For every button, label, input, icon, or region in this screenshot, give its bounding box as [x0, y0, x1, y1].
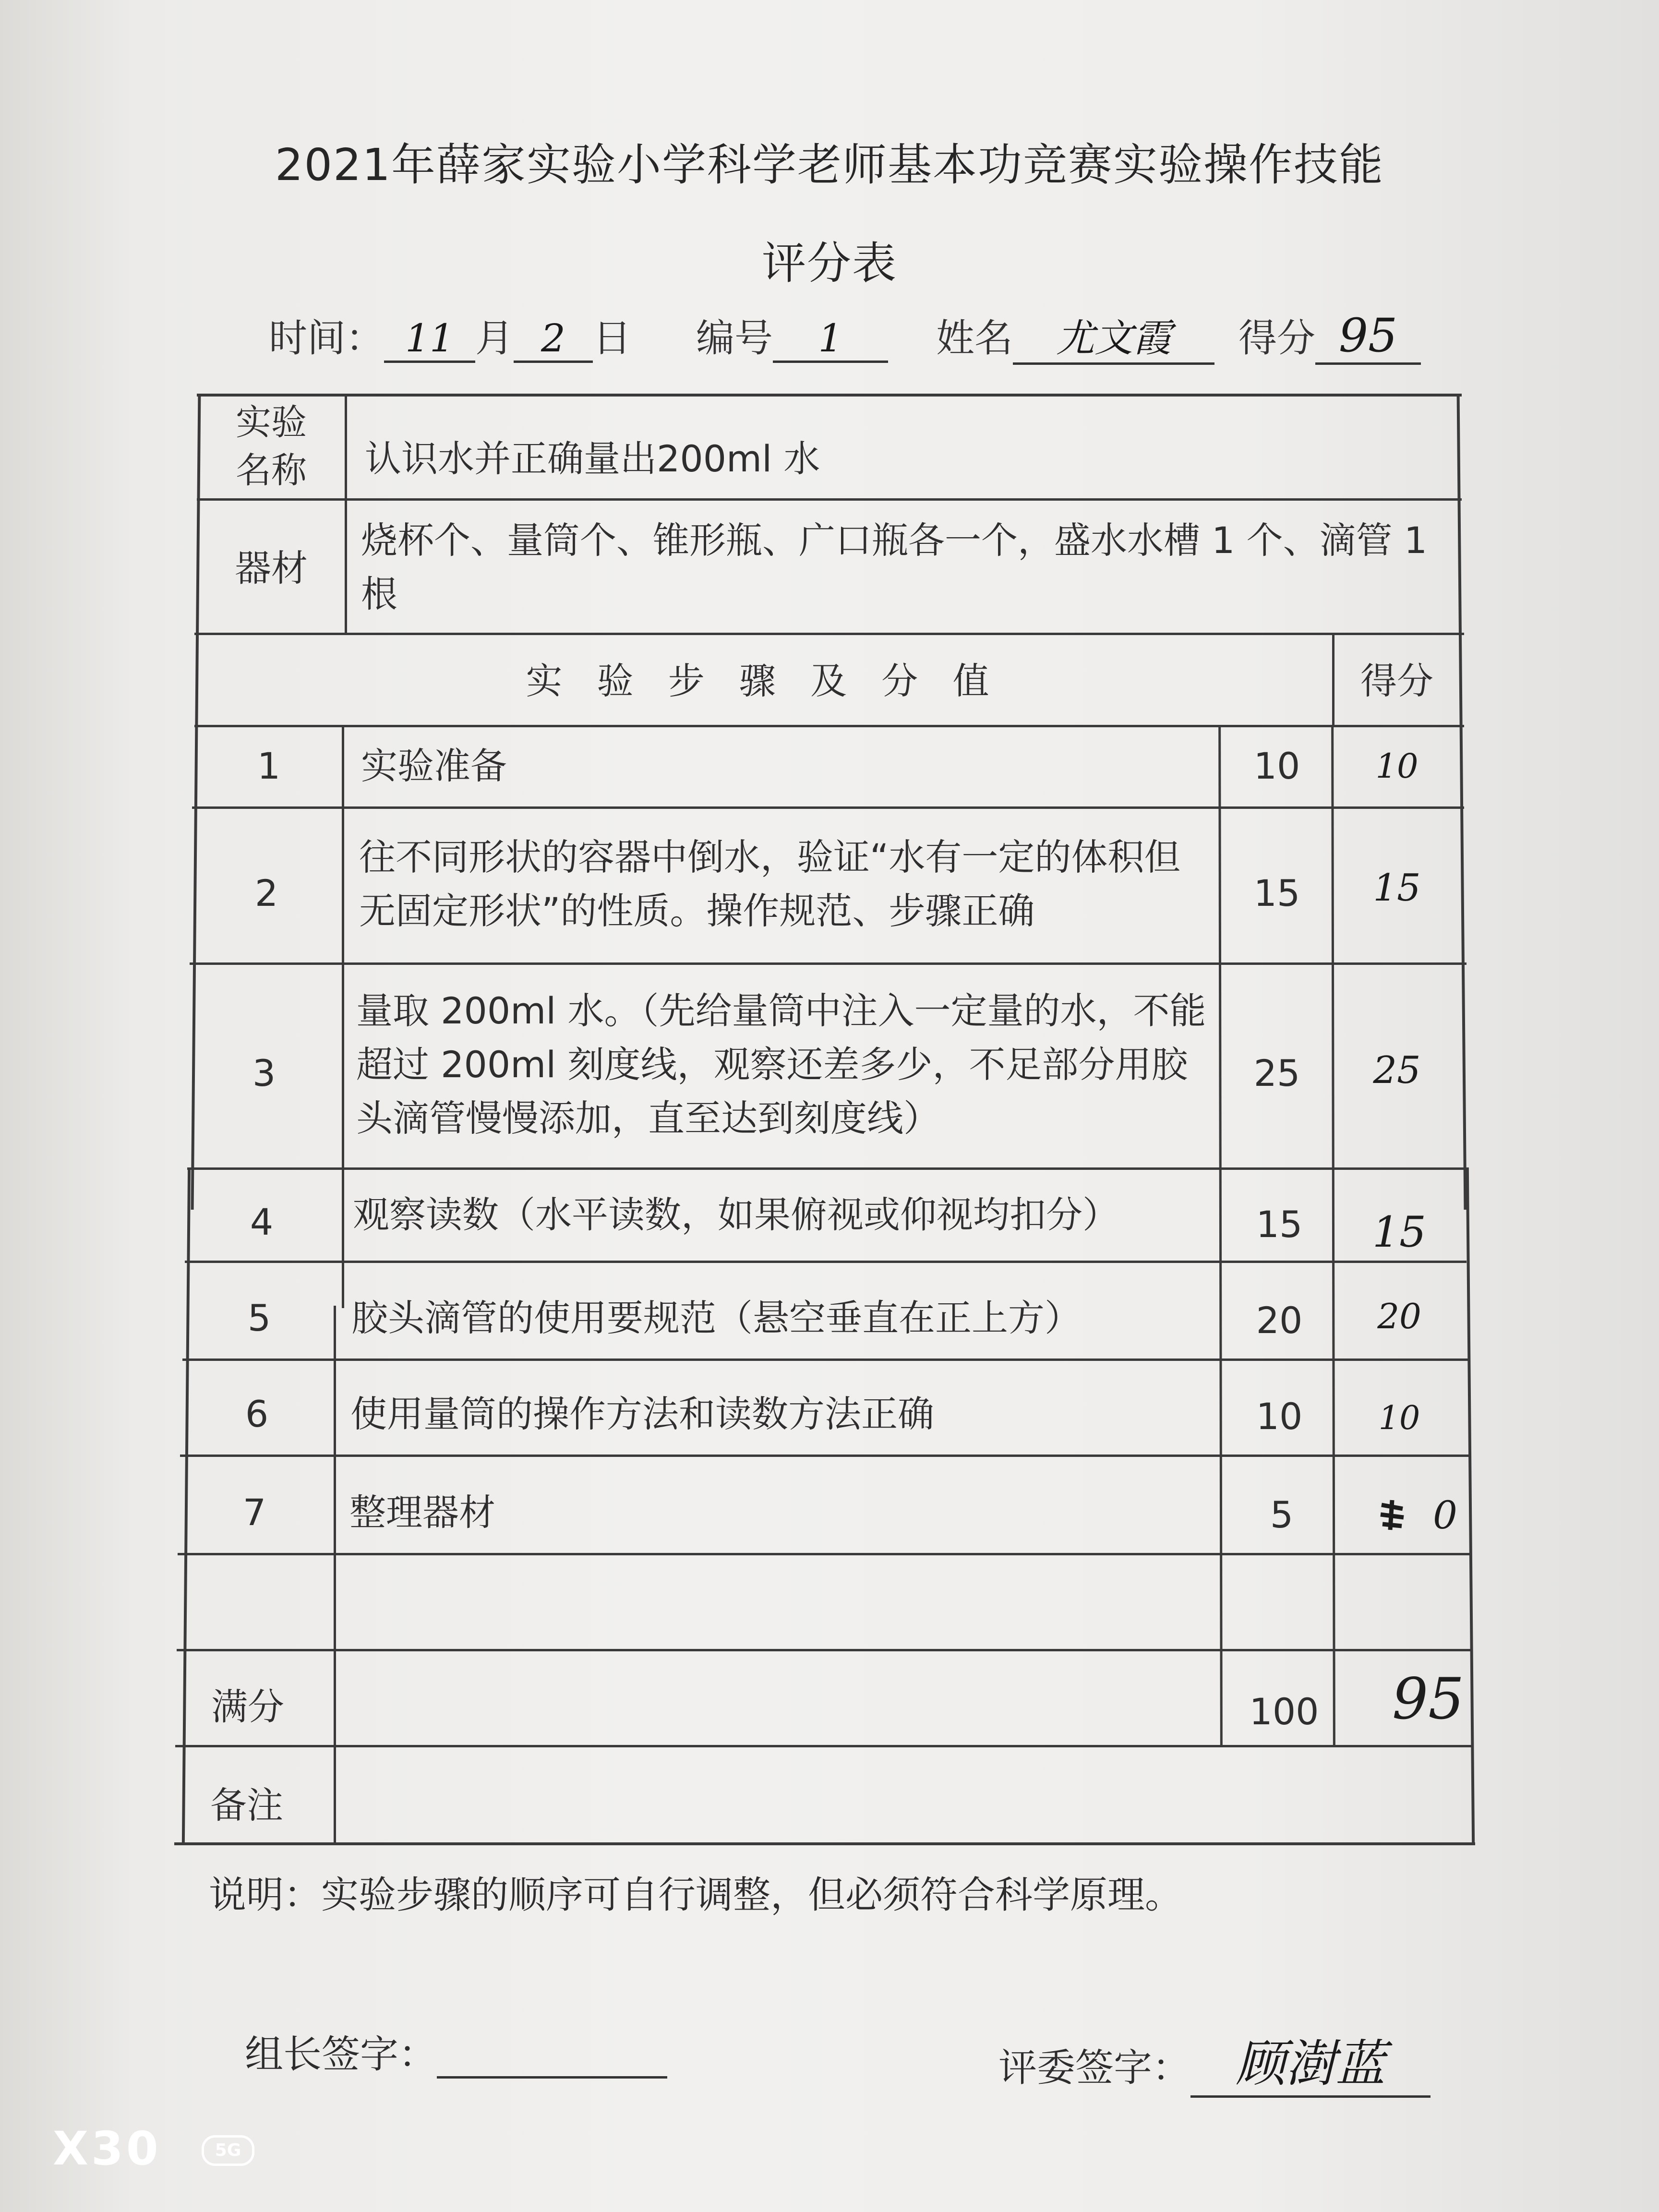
table-divider — [187, 1167, 1467, 1170]
month-value: 11 — [384, 316, 475, 363]
table-divider — [1218, 725, 1223, 1747]
step-score: 10 — [1375, 746, 1419, 786]
step-score: 15 — [1373, 866, 1421, 910]
step-points: 25 — [1253, 1052, 1300, 1094]
step-description: 整理器材 — [349, 1491, 495, 1534]
table-border — [1466, 1167, 1475, 1844]
total-points: 100 — [1249, 1690, 1319, 1733]
table-divider — [345, 394, 347, 634]
step-description: 往不同形状的容器中倒水，验证“水有一定的体积但无固定形状”的性质。操作规范、步骤正确 — [359, 836, 1181, 932]
leader-signature-field — [245, 2023, 667, 2079]
experiment-name: 认识水并正确量出200ml 水 — [365, 437, 820, 480]
step-number: 6 — [245, 1393, 269, 1435]
total-label: 满分 — [211, 1685, 284, 1728]
name-value: 尤文霞 — [1013, 307, 1214, 365]
judge-signature-field — [998, 2023, 1431, 2098]
step-score: 0 — [1433, 1493, 1457, 1538]
steps-header: 实 验 步 骤 及 分 值 — [526, 660, 1001, 702]
number-field — [696, 307, 888, 363]
table-divider — [194, 633, 1464, 635]
step-score: 25 — [1373, 1049, 1421, 1092]
table-divider — [197, 498, 1462, 501]
leader-signature-label: 组长签字： — [245, 2032, 437, 2077]
step-number: 7 — [242, 1491, 266, 1534]
name-label: 姓名 — [936, 316, 1013, 361]
step-score: 20 — [1377, 1296, 1421, 1336]
table-divider — [182, 1358, 1469, 1361]
document-title: 2021年薛家实验小学科学老师基本功竞赛实验操作技能 — [275, 139, 1384, 191]
judge-signature: 顾澍蓝 — [1190, 2023, 1431, 2098]
step-points: 15 — [1256, 1203, 1303, 1246]
step-score: 15 — [1372, 1207, 1426, 1257]
network-badge: 5G — [202, 2135, 254, 2166]
table-border — [197, 394, 1462, 397]
strikethrough-scribble-icon — [1378, 1495, 1407, 1534]
score-value: 95 — [1315, 309, 1421, 365]
table-border — [174, 1842, 1475, 1845]
table-border — [1457, 394, 1467, 1210]
table-divider — [178, 1553, 1471, 1555]
step-description: 胶头滴管的使用要规范（悬空垂直在正上方） — [351, 1297, 1081, 1339]
day-unit: 日 — [593, 316, 631, 361]
table-divider — [342, 725, 344, 1308]
step-points: 10 — [1253, 745, 1300, 787]
table-divider — [185, 1261, 1467, 1263]
remarks-label: 备注 — [210, 1784, 283, 1827]
table-divider — [192, 806, 1464, 809]
step-number: 2 — [254, 872, 278, 914]
total-score: 95 — [1392, 1666, 1465, 1732]
time-label: 时间： — [269, 316, 384, 361]
number-value: 1 — [773, 316, 888, 363]
day-value: 2 — [514, 316, 593, 363]
equipment: 烧杯个、量筒个、锥形瓶、广口瓶各一个，盛水水槽 1 个、滴管 1 根 — [361, 519, 1428, 615]
table-divider — [177, 1649, 1473, 1651]
step-score: 10 — [1378, 1399, 1420, 1437]
step-number: 1 — [257, 745, 281, 787]
month-unit: 月 — [475, 316, 514, 361]
table-divider — [180, 1455, 1469, 1457]
meta-line — [269, 307, 631, 363]
experiment-name-label: 实验名称 — [236, 402, 307, 491]
judge-signature-label: 评委签字： — [998, 2045, 1190, 2090]
step-number: 3 — [252, 1052, 276, 1094]
leader-signature-line — [437, 2042, 667, 2079]
camera-model-watermark: X30 — [53, 2122, 161, 2176]
score-field — [1238, 307, 1421, 365]
instruction-note: 说明：实验步骤的顺序可自行调整，但必须符合科学原理。 — [209, 1874, 1183, 1917]
step-description: 量取 200ml 水。（先给量筒中注入一定量的水，不能超过 200ml 刻度线，观察还差多少，不足部分用胶头滴管慢慢添加，直至达到刻度线） — [356, 989, 1206, 1140]
step-number: 4 — [250, 1201, 274, 1243]
crossed-out-score — [1378, 1495, 1407, 1534]
document-subtitle: 评分表 — [761, 238, 897, 289]
name-field — [936, 307, 1214, 365]
equipment-label: 器材 — [235, 547, 308, 589]
step-points: 10 — [1256, 1395, 1303, 1438]
score-header: 得分 — [1360, 660, 1433, 702]
table-divider — [175, 1745, 1474, 1747]
step-points: 20 — [1256, 1299, 1303, 1342]
table-divider — [194, 725, 1464, 727]
number-label: 编号 — [696, 316, 773, 361]
score-label: 得分 — [1238, 316, 1315, 361]
step-number: 5 — [247, 1297, 271, 1339]
table-divider — [190, 962, 1467, 965]
step-points: 5 — [1270, 1493, 1294, 1536]
step-description: 实验准备 — [361, 745, 507, 787]
table-divider — [334, 1306, 336, 1844]
step-description: 观察读数（水平读数，如果俯视或仰视均扣分） — [353, 1193, 1119, 1236]
step-points: 15 — [1253, 872, 1300, 914]
step-description: 使用量筒的操作方法和读数方法正确 — [350, 1393, 934, 1435]
